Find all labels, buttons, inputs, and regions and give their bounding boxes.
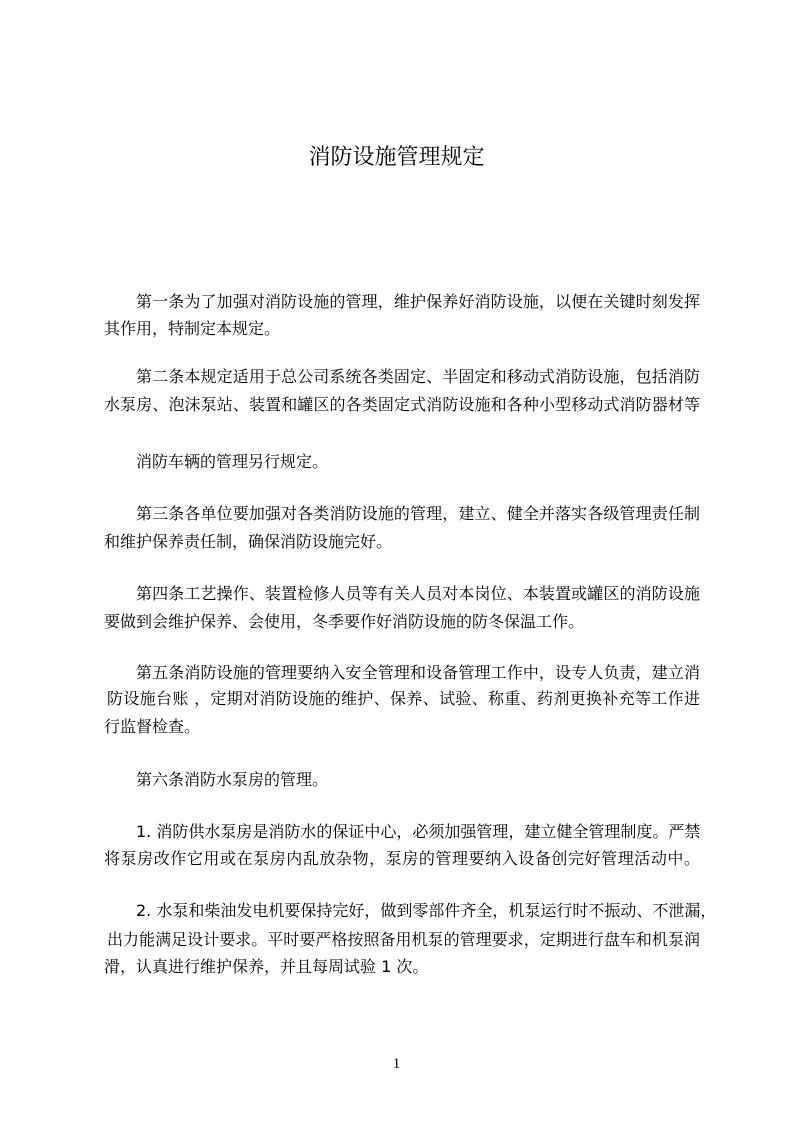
article-3-line-2: 和维护保养责任制，确保消防设施完好。: [104, 532, 393, 551]
article-4-line-2: 要做到会维护保养、会使用，冬季要作好消防设施的防冬保温工作。: [104, 612, 585, 631]
page-number: 1: [392, 1056, 401, 1072]
item-1-line-1: 1. 消防供水泵房是消防水的保证中心，必须加强管理，建立健全管理制度。严禁: [136, 822, 701, 841]
article-3-line-1: 第三条各单位要加强对各类消防设施的管理，建立、健全并落实各级管理责任制: [136, 504, 700, 523]
article-5-line-3: 行监督检查。: [104, 717, 201, 736]
item-2-line-3: 滑，认真进行维护保养，并且每周试验 1 次。: [104, 957, 429, 976]
document-title: 消防设施管理规定: [308, 145, 485, 170]
article-5-line-1: 第五条消防设施的管理要纳入安全管理和设备管理工作中，设专人负责，建立消: [136, 663, 700, 682]
item-2-line-1: 2. 水泵和柴油发电机要保持完好，做到零部件齐全，机泵运行时不振动、不泄漏，: [136, 901, 717, 920]
article-2-line-2: 水泵房、泡沫泵站、装置和罐区的各类固定式消防设施和各种小型移动式消防器材等: [104, 395, 700, 414]
article-2-line-3: 消防车辆的管理另行规定。: [136, 452, 329, 471]
item-1-line-2: 将泵房改作它用或在泵房内乱放杂物，泵房的管理要纳入设备创完好管理活动中。: [104, 849, 700, 868]
article-2-line-1: 第二条本规定适用于总公司系统各类固定、半固定和移动式消防设施，包括消防: [136, 367, 700, 386]
article-1-line-1: 第一条为了加强对消防设施的管理，维护保养好消防设施，以便在关键时刻发挥: [136, 292, 700, 311]
item-2-line-2: 出力能满足设计要求。平时要严格按照备用机泵的管理要求，定期进行盘车和机泵润: [107, 930, 700, 949]
article-6-heading: 第六条消防水泵房的管理。: [136, 770, 329, 789]
article-4-line-1: 第四条工艺操作、装置检修人员等有关人员对本岗位、本装置或罐区的消防设施: [136, 584, 700, 603]
article-1-line-2: 其作用，特制定本规定。: [104, 319, 281, 338]
article-5-line-2: 防设施台账 ，定期对消防设施的维护、保养、试验、称重、药剂更换补充等工作进: [107, 689, 700, 708]
